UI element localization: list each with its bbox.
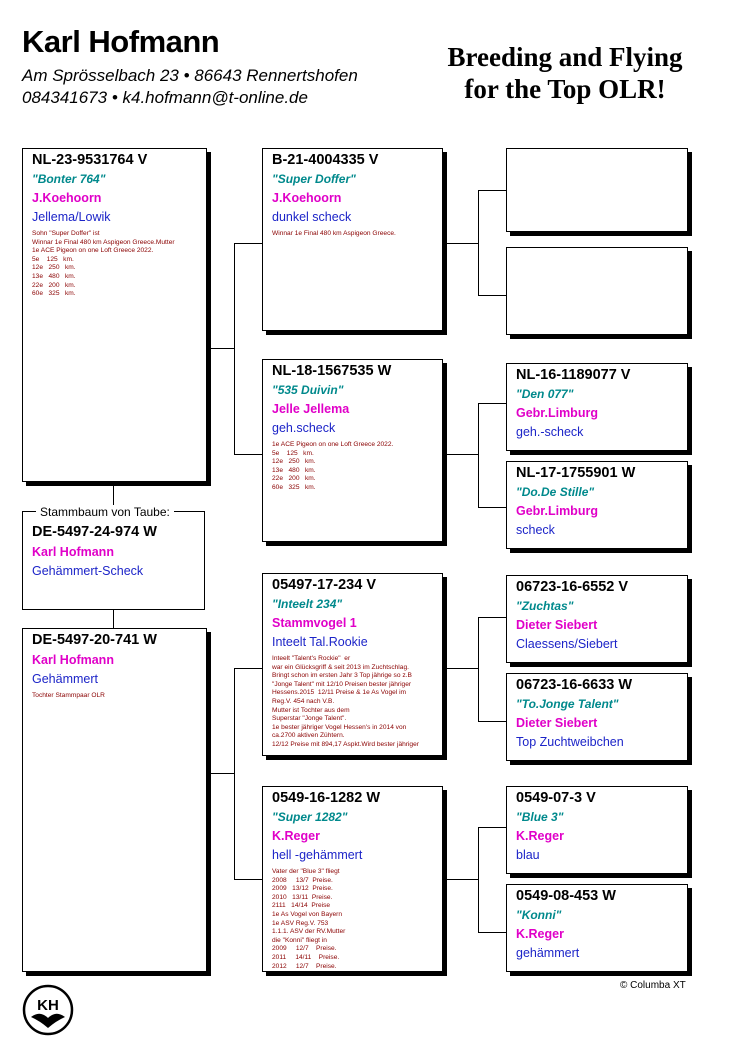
pigeon-color: geh.-scheck: [516, 425, 584, 439]
pigeon-ring-number: NL-17-1755901 W: [516, 465, 636, 481]
pigeon-color: Gehämmert: [32, 672, 98, 686]
pigeon-breeder: Dieter Siebert: [516, 618, 598, 632]
pigeon-notes: Winnar 1e Final 480 km Aspigeon Greece.: [272, 230, 396, 237]
connector: [207, 773, 234, 774]
owner-contact: 084341673 • k4.hofmann@t-online.de: [22, 88, 308, 107]
connector: [207, 348, 234, 349]
pigeon-breeder: Karl Hofmann: [32, 545, 114, 559]
connector: [478, 932, 506, 933]
connector: [443, 243, 478, 244]
owner-address: Am Sprösselbach 23 • 86643 Rennertshofen: [22, 66, 358, 85]
sire-card: [22, 148, 207, 482]
pigeon-nickname: "Zuchtas": [516, 599, 574, 613]
pigeon-breeder: J.Koehoorn: [272, 191, 342, 205]
pigeon-ring-number: 0549-16-1282 W: [272, 790, 381, 806]
dam-sire-sire-card: [506, 575, 688, 663]
pigeon-notes: Vater der "Blue 3" fliegt 2008 13/7 Preise. 2009 13/12 Preise. 2010 13/11 Preise. 2111 14/14 Preise 1e As Vogel von Bayern 1e ASV Reg.V. 753 1.1.1. ASV der RV.Mutter die "Konni" fliegt in 2009 12/7 Preise. 2011 14/11 Preise. 2012 12/7 Preise.: [272, 868, 346, 970]
pigeon-ring-number: 0549-08-453 W: [516, 888, 616, 904]
pigeon-ring-number: 0549-07-3 V: [516, 790, 596, 806]
connector: [478, 403, 506, 404]
pigeon-nickname: "Inteelt 234": [272, 597, 343, 611]
sire-dam-card: [262, 359, 443, 542]
owner-name: Karl Hofmann: [22, 24, 220, 59]
pigeon-color: Top Zuchtweibchen: [516, 735, 624, 749]
connector: [478, 827, 479, 932]
kh-logo: [22, 984, 74, 1036]
connector: [234, 243, 262, 244]
pigeon-color: gehämmert: [516, 946, 580, 960]
pigeon-breeder: K.Reger: [516, 927, 564, 941]
pigeon-notes: Inteelt "Talent's Rockie" er war ein Glücksgriff & seit 2013 im Zuchtschlag. Bringt schon im ersten Jahr 3 Top jährige so z.B "Jonge Talent" mit 12/10 Preisen bester jähriger Hessens.2015 12/11 Preise & 1e As Vogel im Reg.V. 454 nach V.B. Mutter ist Tochter aus dem Superstar "Jonge Talent". 1e bester jähriger Vogel Hessen's in 2014 von ca.2700 aktiven Zühtern. 12/12 Preise mit 894,17 Aspkt.Wird bester jähriger: [272, 655, 419, 748]
pigeon-breeder: Gebr.Limburg: [516, 406, 598, 420]
pedigree-label: Stammbaum von Taube:: [36, 505, 174, 519]
slogan-line-2: for the Top OLR!: [464, 74, 666, 104]
subject-pigeon-card: [22, 511, 205, 610]
pigeon-color: Claessens/Siebert: [516, 637, 618, 651]
pigeon-ring-number: DE-5497-24-974 W: [32, 524, 157, 540]
connector: [234, 454, 262, 455]
pigeon-breeder: K.Reger: [272, 829, 320, 843]
pigeon-nickname: "Super Doffer": [272, 172, 356, 186]
sire-dam-sire-card: [506, 363, 688, 451]
pigeon-ring-number: DE-5497-20-741 W: [32, 632, 157, 648]
connector: [478, 507, 506, 508]
connector: [234, 243, 235, 454]
pigeon-breeder: Gebr.Limburg: [516, 504, 598, 518]
sire-dam-dam-card: [506, 461, 688, 549]
pigeon-nickname: "Den 077": [516, 387, 574, 401]
pigeon-notes: 1e ACE Pigeon on one Loft Greece 2022. 5e 125 km. 12e 250 km. 13e 480 km. 22e 200 km. 60e 325 km.: [272, 441, 394, 491]
connector: [478, 827, 506, 828]
pigeon-breeder: Karl Hofmann: [32, 653, 114, 667]
pigeon-nickname: "535 Duivin": [272, 383, 344, 397]
pigeon-ring-number: B-21-4004335 V: [272, 152, 379, 168]
dam-card: [22, 628, 207, 972]
connector: [234, 668, 235, 879]
pigeon-ring-number: 06723-16-6552 V: [516, 579, 629, 595]
connector: [478, 617, 479, 721]
kh-logo-icon: [22, 984, 74, 1036]
pigeon-nickname: "Blue 3": [516, 810, 564, 824]
dam-dam-card: [262, 786, 443, 972]
pigeon-ring-number: NL-18-1567535 W: [272, 363, 392, 379]
connector: [478, 190, 506, 191]
pigeon-notes: Tochter Stammpaar OLR: [32, 692, 105, 699]
pigeon-breeder: Dieter Siebert: [516, 716, 598, 730]
connector: [443, 454, 478, 455]
pigeon-nickname: "Konni": [516, 908, 562, 922]
pigeon-ring-number: NL-23-9531764 V: [32, 152, 148, 168]
connector: [478, 721, 506, 722]
connector: [443, 879, 478, 880]
pigeon-ring-number: 06723-16-6633 W: [516, 677, 633, 693]
sire-sire-card: [262, 148, 443, 331]
dam-dam-sire-card: [506, 786, 688, 874]
connector: [234, 879, 262, 880]
pigeon-breeder: J.Koehoorn: [32, 191, 102, 205]
dam-sire-card: [262, 573, 443, 756]
connector: [478, 403, 479, 507]
connector: [234, 668, 262, 669]
pigeon-breeder: K.Reger: [516, 829, 564, 843]
dam-sire-dam-card: [506, 673, 688, 761]
pigeon-breeder: Jelle Jellema: [272, 402, 350, 416]
pigeon-nickname: "Bonter 764": [32, 172, 106, 186]
connector: [478, 617, 506, 618]
pigeon-breeder: Stammvogel 1: [272, 616, 357, 630]
connector: [113, 610, 114, 628]
pigeon-color: scheck: [516, 523, 555, 537]
pigeon-color: dunkel scheck: [272, 210, 352, 224]
pigeon-color: hell -gehämmert: [272, 848, 363, 862]
pigeon-ring-number: NL-16-1189077 V: [516, 367, 631, 383]
pigeon-color: Jellema/Lowik: [32, 210, 111, 224]
pigeon-color: blau: [516, 848, 540, 862]
dam-dam-dam-card: [506, 884, 688, 972]
connector: [478, 190, 479, 295]
pigeon-nickname: "To.Jonge Talent": [516, 697, 619, 711]
connector: [478, 295, 506, 296]
slogan-line-1: Breeding and Flying: [447, 42, 683, 72]
pigeon-nickname: "Super 1282": [272, 810, 348, 824]
sire-sire-dam-card-empty: [506, 247, 688, 335]
logo-text: KH: [37, 997, 59, 1014]
connector: [443, 668, 478, 669]
sire-sire-sire-card-empty: [506, 148, 688, 232]
pigeon-nickname: "Do.De Stille": [516, 485, 595, 499]
copyright-notice: © Columba XT: [620, 980, 686, 991]
pigeon-notes: Sohn "Super Doffer" ist Winnar 1e Final 480 km Aspigeon Greece.Mutter 1e ACE Pigeon on one Loft Greece 2022. 5e 125 km. 12e 250 km. 13e 480 km. 22e 200 km. 60e 325 km.: [32, 230, 175, 298]
pigeon-color: Inteelt Tal.Rookie: [272, 635, 368, 649]
pigeon-color: Gehämmert-Scheck: [32, 564, 144, 578]
pigeon-color: geh.scheck: [272, 421, 336, 435]
pigeon-ring-number: 05497-17-234 V: [272, 577, 376, 593]
